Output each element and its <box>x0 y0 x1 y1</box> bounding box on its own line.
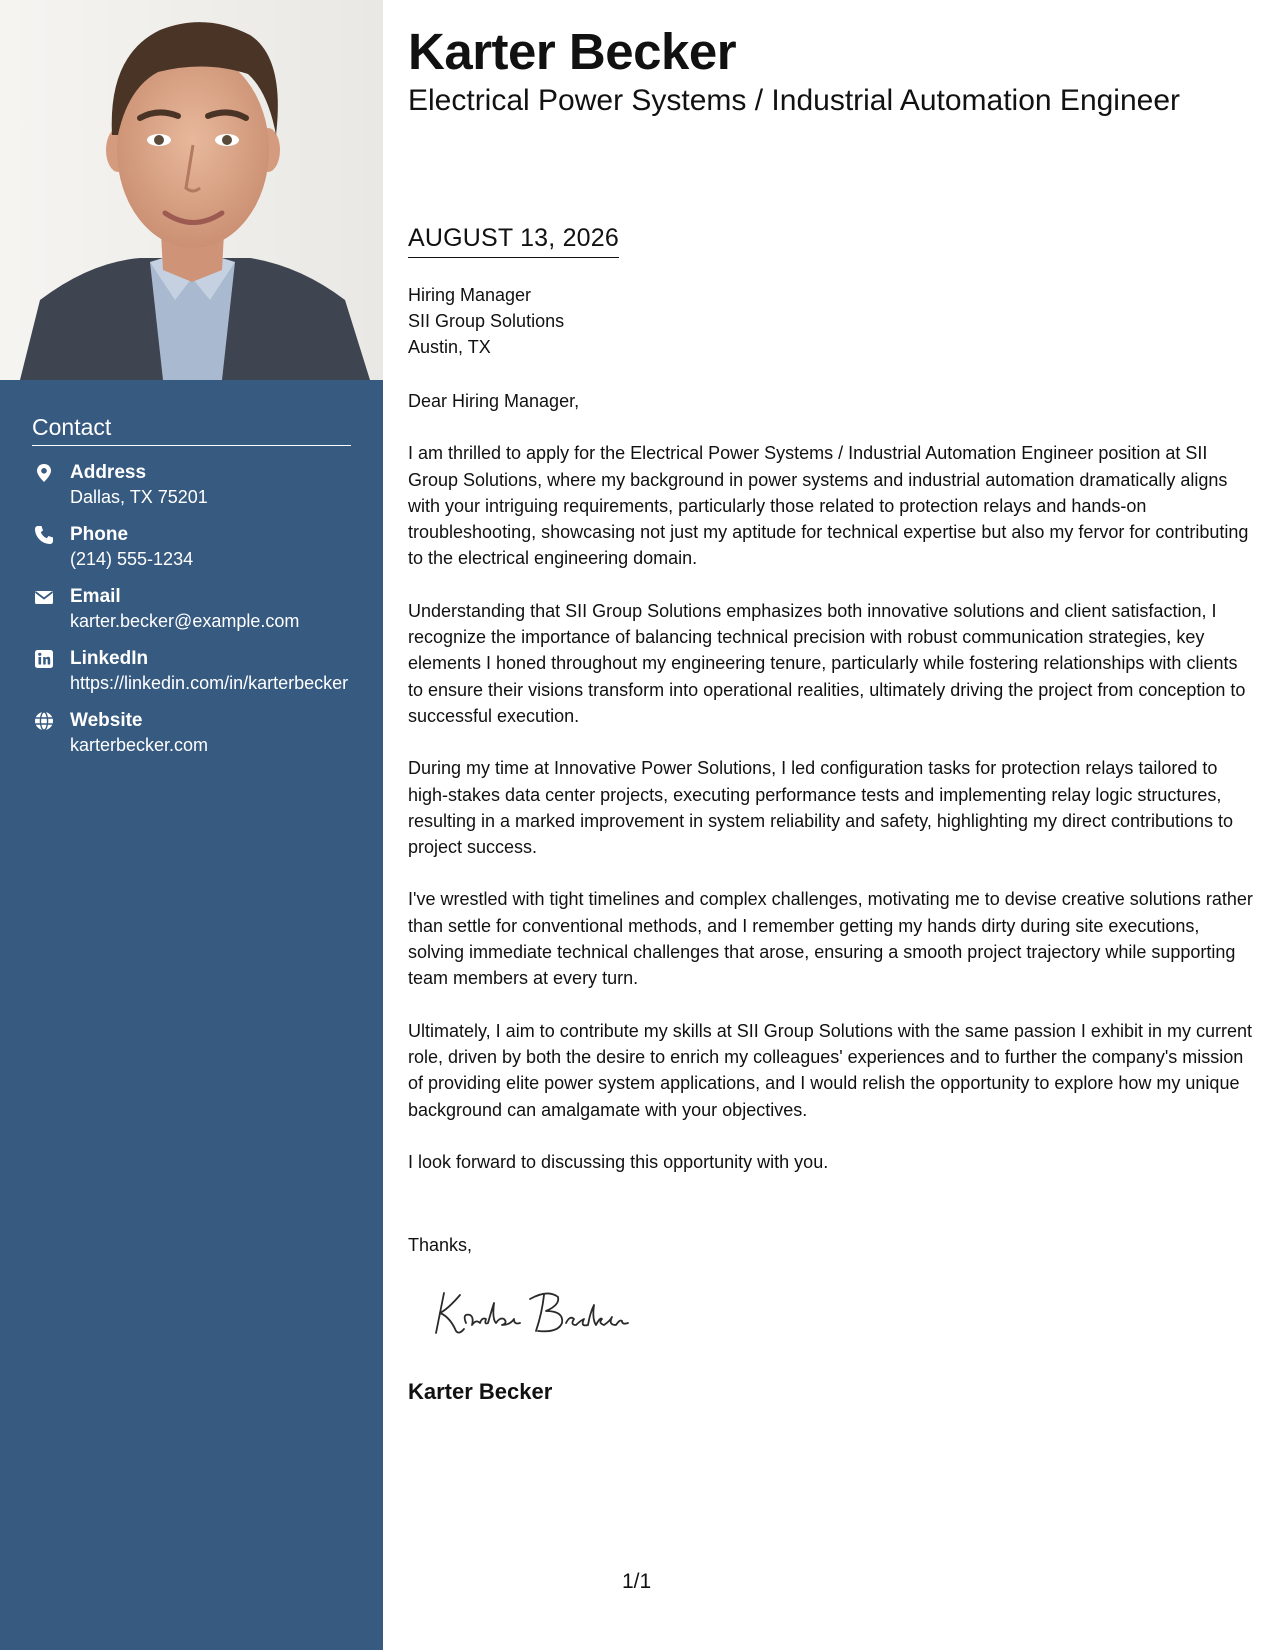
paragraph: Ultimately, I aim to contribute my skills at SII Group Solutions with the same passion I exhibit in my current role, driven by both the desire to enrich my colleagues' experiences and to further the company's mission of providing elite power system applications, and I would relish the opportunity to explore how my unique background can amalgamate with your objectives. <box>408 1020 1252 1120</box>
website-value[interactable]: karterbecker.com <box>70 735 209 755</box>
profile-photo <box>0 0 383 380</box>
recipient-line: Austin, TX <box>408 337 491 357</box>
contact-linkedin <box>32 646 351 696</box>
map-marker-icon <box>34 463 54 483</box>
salutation: Dear Hiring Manager, <box>408 391 580 411</box>
phone-value[interactable]: (214) 555-1234 <box>70 549 194 569</box>
email-value[interactable]: karter.becker@example.com <box>70 611 300 631</box>
applicant-name: Karter Becker <box>408 23 737 80</box>
closing: Thanks, <box>408 1235 473 1255</box>
contact-website <box>32 708 351 758</box>
page-number: 1/1 <box>622 1570 652 1593</box>
contact-section <box>32 412 351 770</box>
envelope-icon <box>34 587 54 607</box>
globe-icon <box>34 711 54 731</box>
contact-email <box>32 584 351 634</box>
letter-date: AUGUST 13, 2026 <box>408 222 619 258</box>
linkedin-value[interactable]: https://linkedin.com/in/karterbecker <box>70 673 349 693</box>
paragraph: During my time at Innovative Power Solutions, I led configuration tasks for protection relays tailored to high-stakes data center projects, executing performance tests and implementing relay logic structures, resulting in a marked improvement in system reliability and safety, highlighting my direct contributions to project success. <box>408 758 1234 858</box>
sidebar <box>0 0 383 1650</box>
address-label: Address <box>70 462 147 483</box>
phone-label: Phone <box>70 524 129 545</box>
signer-name: Karter Becker <box>408 1379 553 1404</box>
contact-heading: Contact <box>32 412 351 446</box>
recipient-block <box>408 282 564 360</box>
website-label: Website <box>70 710 143 731</box>
linkedin-label: LinkedIn <box>70 648 149 669</box>
paragraph: I look forward to discussing this opportunity with you. <box>408 1151 829 1172</box>
address-value: Dallas, TX 75201 <box>70 487 208 507</box>
recipient-line: SII Group Solutions <box>408 311 565 331</box>
email-label: Email <box>70 586 121 607</box>
letter-text <box>408 388 1253 1201</box>
phone-icon <box>34 525 54 545</box>
recipient-line: Hiring Manager <box>408 285 532 305</box>
linkedin-icon <box>34 649 54 669</box>
contact-address <box>32 460 351 510</box>
contact-phone <box>32 522 351 572</box>
paragraph: I am thrilled to apply for the Electrical Power Systems / Industrial Automation Engineer position at SII Group Solutions, where my background in power systems and industrial automation dramatically aligns with your intriguing requirements, particularly those related to protection relays and hands-on troubleshooting, showcasing not just my aptitude for technical expertise but also my fervor for contributing to the electrical engineering domain. <box>408 443 1249 569</box>
paragraph: I've wrestled with tight timelines and complex challenges, motivating me to devise creative solutions rather than settle for conventional methods, and I remember getting my hands dirty during site executions, solving immediate technical challenges that arose, ensuring a smooth project trajectory while supporting team members at every turn. <box>408 889 1253 989</box>
paragraph: Understanding that SII Group Solutions emphasizes both innovative solutions and client satisfaction, I recognize the importance of balancing technical precision with robust communication strategies, key elements I honed throughout my engineering tenure, particularly while fostering relationships with clients to ensure their visions transform into operational realities, ultimately driving the project from conception to successful execution. <box>408 600 1246 726</box>
job-title: Electrical Power Systems / Industrial Automation Engineer <box>408 84 1181 117</box>
handwritten-signature <box>426 1283 666 1343</box>
